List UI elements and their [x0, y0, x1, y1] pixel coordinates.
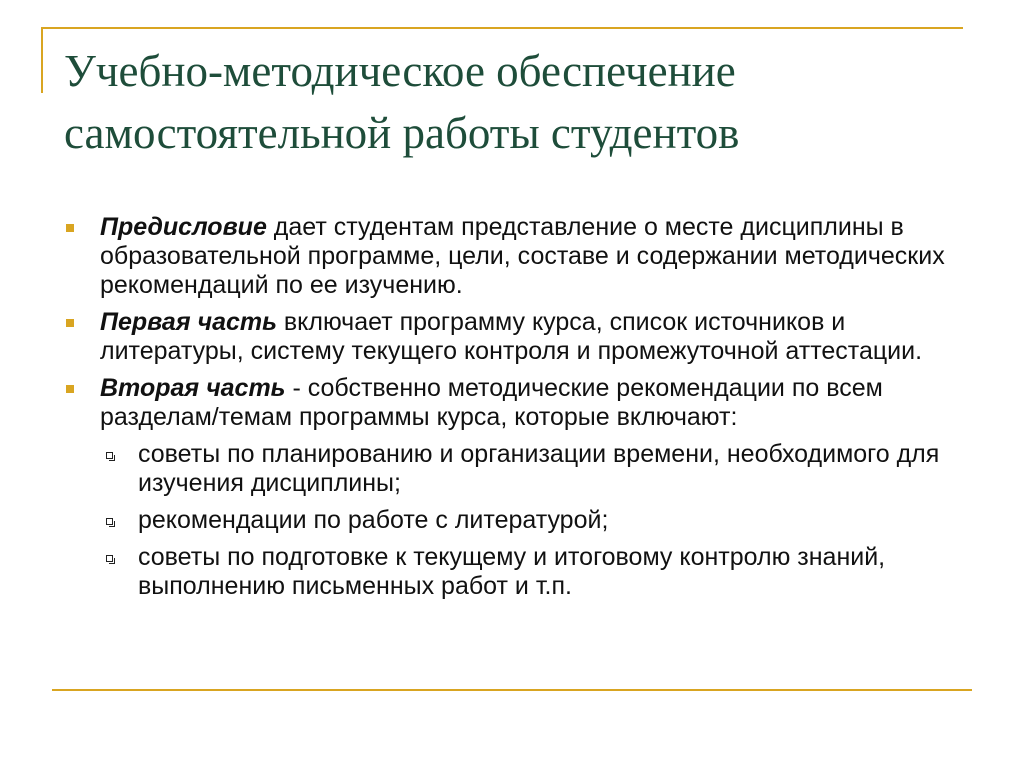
- sub-bullet-item: [64, 440, 964, 498]
- sub-bullet-item: [64, 543, 964, 601]
- square-bullet-icon: [66, 385, 74, 393]
- sub-bullet-text: советы по подготовке к текущему и итоговому контролю знаний, выполнению письменных работ и т.п.: [138, 543, 886, 600]
- sub-bullet-item: [64, 506, 964, 535]
- slide-title: Учебно-методическое обеспечение самостоятельной работы студентов: [64, 46, 740, 158]
- hollow-square-bullet-icon: [106, 452, 113, 459]
- bullet-item: [64, 308, 964, 366]
- hollow-square-bullet-icon: [106, 518, 113, 525]
- bullet-item: [64, 213, 964, 300]
- hollow-square-bullet-icon: [106, 555, 113, 562]
- bullet-text: дает студентам представление о месте дисциплины в образовательной программе, цели, составе и содержании методических рекомендаций по ее изучению.: [100, 213, 945, 299]
- bullet-lead: Первая часть: [100, 308, 277, 336]
- slide-content: [64, 213, 964, 609]
- bullet-item: [64, 374, 964, 432]
- sub-bullet-text: рекомендации по работе с литературой;: [138, 506, 609, 534]
- left-frame-line: [41, 27, 43, 93]
- square-bullet-icon: [66, 319, 74, 327]
- bullet-text: - собственно методические рекомендации по всем разделам/темам программы курса, которые включают:: [100, 374, 883, 431]
- bullet-lead: Вторая часть: [100, 374, 286, 402]
- top-frame-line: [41, 27, 963, 29]
- bullet-lead: Предисловие: [100, 213, 267, 241]
- square-bullet-icon: [66, 224, 74, 232]
- sub-bullet-text: советы по планированию и организации времени, необходимого для изучения дисциплины;: [138, 440, 940, 497]
- bottom-frame-line: [52, 689, 972, 691]
- bullet-text: включает программу курса, список источников и литературы, систему текущего контроля и промежуточной аттестации.: [100, 308, 923, 365]
